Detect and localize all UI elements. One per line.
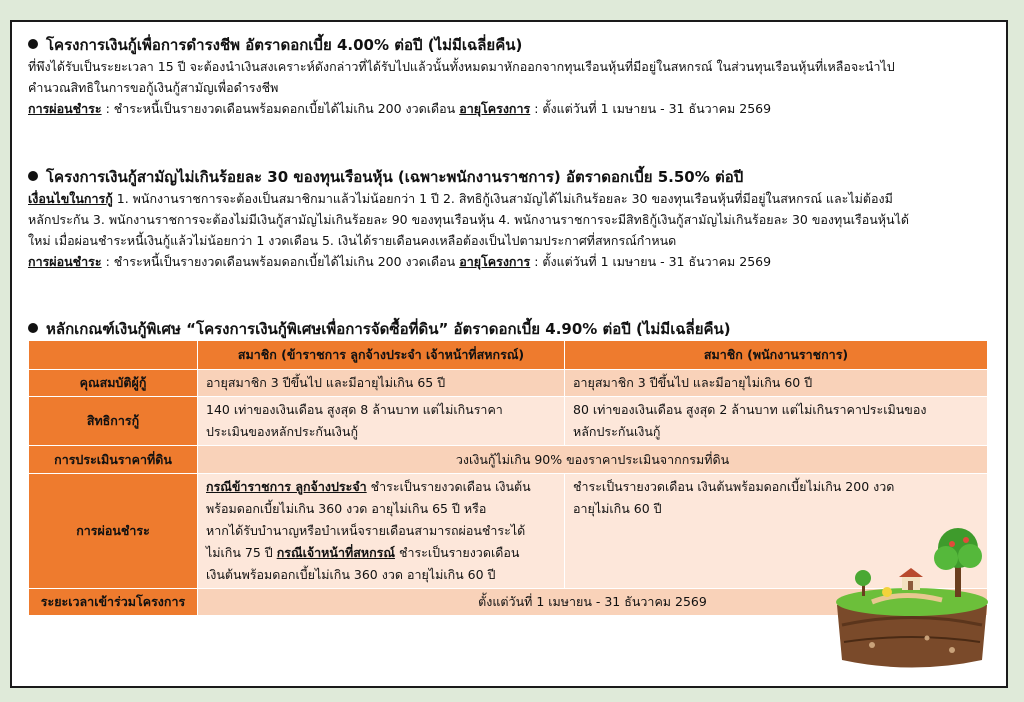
land-loan-title: หลักเกณฑ์เงินกู้พิเศษ “โครงการเงินกู้พิเศษเพื่อการจัดซื้อที่ดิน” อัตราดอกเบี้ย 4.90% ต่อปี (ไม่มีเฉลี่ยคืน)	[46, 320, 731, 338]
repay-text: : ชำระหนี้เป็นรายงวดเดือนพร้อมดอกเบี้ยได้ไม่เกิน 200 งวดเดือน	[101, 101, 460, 116]
cell-line: ชำระเป็นรายงวดเดือน เงินต้นพร้อมดอกเบี้ยไม่เกิน 200 งวด	[573, 479, 895, 494]
cell-text: ไม่เกิน 75 ปี	[206, 545, 277, 560]
cell-line: เงินต้นพร้อมดอกเบี้ยไม่เกิน 360 งวด อายุไม่เกิน 60 ปี	[206, 567, 496, 582]
bullet-icon	[28, 39, 38, 49]
living-loan-title: โครงการเงินกู้เพื่อการดำรงชีพ อัตราดอกเบี้ย 4.00% ต่อปี (ไม่มีเฉลี่ยคืน)	[46, 36, 523, 54]
cell-text: ชำระเป็นรายงวดเดือน	[394, 545, 520, 560]
section-ordinary-loan	[28, 166, 988, 272]
cell: ตั้งแต่วันที่ 1 เมษายน - 31 ธันวาคม 2569	[198, 589, 988, 616]
living-loan-heading	[28, 34, 988, 56]
ordinary-loan-line2: หลักประกัน 3. พนักงานราชการจะต้องไม่มีเงินกู้สามัญไม่เกินร้อยละ 90 ของทุนเรือนหุ้น 4. พนักงานราชการจะมีสิทธิกู้เงินกู้สามัญไม่เกินร้อยละ 30 ของทุนเรือนหุ้นได้	[28, 212, 909, 227]
cell-line: พร้อมดอกเบี้ยไม่เกิน 360 งวด อายุไม่เกิน 65 ปี หรือ	[206, 501, 487, 516]
cond-label: เงื่อนไขในการกู้	[28, 191, 113, 206]
period-label: อายุโครงการ	[459, 254, 531, 269]
ordinary-loan-line1	[28, 188, 988, 209]
land-loan-heading	[28, 318, 988, 340]
row-label-period: ระยะเวลาเข้าร่วมโครงการ	[29, 589, 198, 616]
repay-label: การผ่อนชำระ	[28, 254, 102, 269]
row-label-land-appraisal: การประเมินราคาที่ดิน	[29, 446, 198, 474]
header-col2: สมาชิก (พนักงานราชการ)	[565, 341, 988, 370]
bullet-icon	[28, 323, 38, 333]
repay-label: การผ่อนชำระ	[28, 101, 102, 116]
cell: วงเงินกู้ไม่เกิน 90% ของราคาประเมินจากกรมที่ดิน	[198, 446, 988, 474]
cell	[565, 397, 988, 446]
ordinary-loan-repay	[28, 251, 988, 272]
cell-line: หากได้รับบำนาญหรือบำเหน็จรายเดือนสามารถผ่อนชำระได้	[206, 523, 526, 538]
row-label-qualification: คุณสมบัติผู้กู้	[29, 370, 198, 397]
section-living-loan	[28, 34, 988, 119]
period-label: อายุโครงการ	[459, 101, 531, 116]
bullet-icon	[28, 171, 38, 181]
repay-text: : ชำระหนี้เป็นรายงวดเดือนพร้อมดอกเบี้ยได้ไม่เกิน 200 งวดเดือน	[101, 254, 460, 269]
cell-line	[206, 476, 556, 498]
period-text: : ตั้งแต่วันที่ 1 เมษายน - 31 ธันวาคม 2569	[530, 101, 772, 116]
cell-line: 140 เท่าของเงินเดือน สูงสุด 8 ล้านบาท แต่ไม่เกินราคา	[206, 402, 503, 417]
table-header-row	[29, 341, 988, 370]
cell: อายุสมาชิก 3 ปีขึ้นไป และมีอายุไม่เกิน 60 ปี	[565, 370, 988, 397]
cell-line: หลักประกันเงินกู้	[573, 424, 661, 439]
row-label-repayment: การผ่อนชำระ	[29, 474, 198, 589]
living-loan-line2: คำนวณสิทธิในการขอกู้เงินกู้สามัญเพื่อดำรงชีพ	[28, 80, 279, 95]
cell-line: ประเมินของหลักประกันเงินกู้	[206, 424, 359, 439]
table-row	[29, 446, 988, 474]
header-blank	[29, 341, 198, 370]
living-loan-repay	[28, 98, 988, 119]
table-row	[29, 397, 988, 446]
header-col1: สมาชิก (ข้าราชการ ลูกจ้างประจำ เจ้าหน้าที่สหกรณ์)	[198, 341, 565, 370]
table-row	[29, 370, 988, 397]
case-staff-label: กรณีเจ้าหน้าที่สหกรณ์	[276, 545, 395, 560]
cell-text: ชำระเป็นรายงวดเดือน เงินต้น	[366, 479, 531, 494]
cell	[198, 474, 565, 589]
section-land-loan	[28, 318, 988, 340]
living-loan-line1: ที่พึงได้รับเป็นระยะเวลา 15 ปี จะต้องนำเงินสงเคราะห์ดังกล่าวที่ได้รับไปแล้วนั้นทั้งหมดมาหักออกจากทุนเรือนหุ้นที่มีอยู่ในสหกรณ์ ในส่วนทุนเรือนหุ้นที่เหลือจะนำไป	[28, 59, 895, 74]
cell-line: 80 เท่าของเงินเดือน สูงสุด 2 ล้านบาท แต่ไม่เกินราคาประเมินของ	[573, 402, 927, 417]
land-illustration	[832, 510, 992, 670]
cond-text: 1. พนักงานราชการจะต้องเป็นสมาชิกมาแล้วไม่น้อยกว่า 1 ปี 2. สิทธิกู้เงินสามัญได้ไม่เกินร้อยละ 30 ของทุนเรือนหุ้นที่มีอยู่ในสหกรณ์ และไม่ต้องมี	[112, 191, 893, 206]
cell: อายุสมาชิก 3 ปีขึ้นไป และมีอายุไม่เกิน 65 ปี	[198, 370, 565, 397]
ordinary-loan-heading	[28, 166, 988, 188]
cell	[198, 397, 565, 446]
period-text: : ตั้งแต่วันที่ 1 เมษายน - 31 ธันวาคม 2569	[530, 254, 772, 269]
case-civil-label: กรณีข้าราชการ ลูกจ้างประจำ	[206, 479, 367, 494]
cell-line: อายุไม่เกิน 60 ปี	[573, 501, 662, 516]
ordinary-loan-line3: ใหม่ เมื่อผ่อนชำระหนี้เงินกู้แล้วไม่น้อยกว่า 1 งวดเดือน 5. เงินได้รายเดือนคงเหลือต้องเป็นไปตามประกาศที่สหกรณ์กำหนด	[28, 233, 677, 248]
ordinary-loan-title: โครงการเงินกู้สามัญไม่เกินร้อยละ 30 ของทุนเรือนหุ้น (เฉพาะพนักงานราชการ) อัตราดอกเบี้ย 5.50% ต่อปี	[46, 168, 744, 186]
cell-line	[206, 542, 556, 564]
row-label-loan-right: สิทธิการกู้	[29, 397, 198, 446]
content-frame	[10, 20, 1008, 688]
